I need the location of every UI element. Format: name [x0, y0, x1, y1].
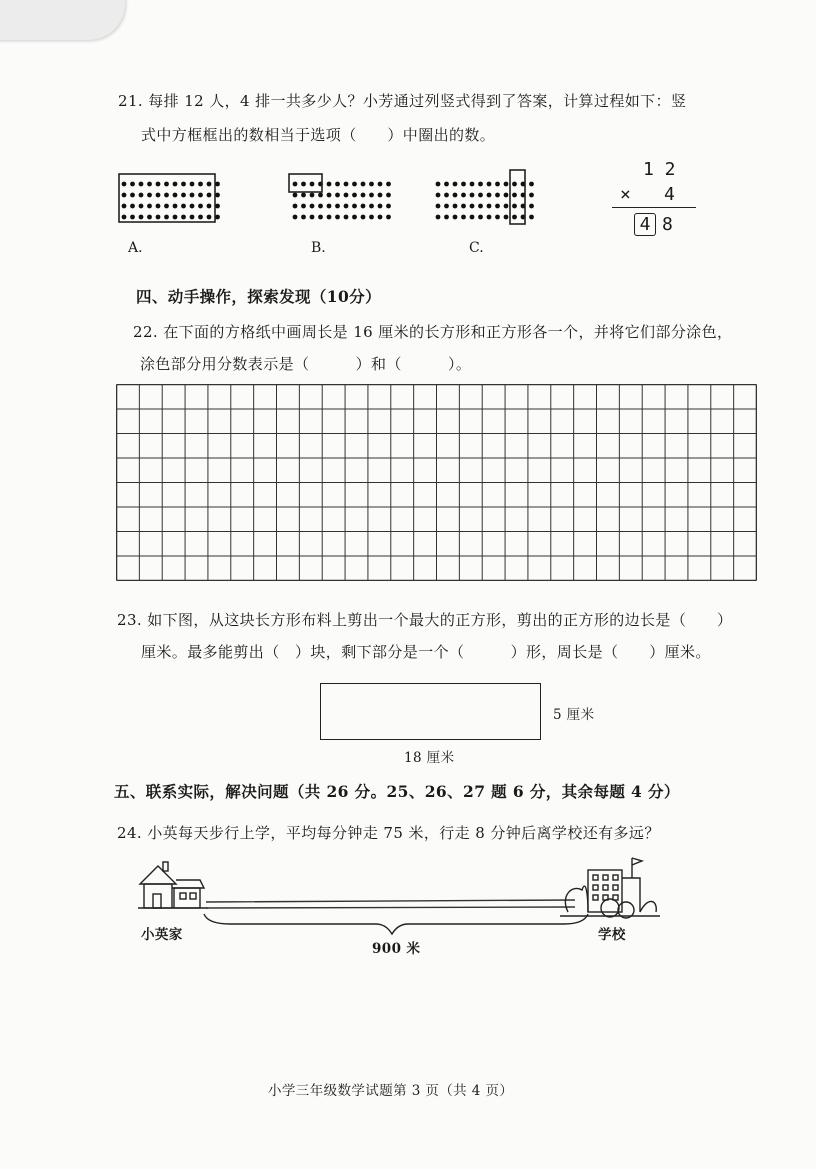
- dot: [327, 182, 332, 187]
- dot: [301, 193, 306, 198]
- dot: [310, 182, 315, 187]
- dot: [436, 215, 441, 220]
- dot: [198, 193, 203, 198]
- dot: [139, 193, 144, 198]
- option-b-dot-array: [293, 182, 391, 220]
- dot: [478, 204, 483, 209]
- dot: [444, 182, 449, 187]
- width-label: 18 厘米: [404, 750, 455, 766]
- dot: [130, 204, 135, 209]
- dot: [444, 193, 449, 198]
- dot: [504, 204, 509, 209]
- dot: [207, 215, 212, 220]
- dot: [470, 215, 475, 220]
- option-a-label: A.: [128, 240, 143, 256]
- dot: [470, 182, 475, 187]
- dot: [293, 182, 298, 187]
- dot: [327, 215, 332, 220]
- dot: [147, 193, 152, 198]
- dot: [436, 193, 441, 198]
- road: [206, 900, 575, 908]
- dot: [461, 182, 466, 187]
- dot: [164, 215, 169, 220]
- dot: [495, 215, 500, 220]
- q24-line1: 24. 小英每天步行上学，平均每分钟走 75 米，行走 8 分钟后离学校还有多远？: [117, 824, 660, 842]
- dot: [378, 204, 383, 209]
- distance-label: 900 米: [372, 941, 421, 957]
- dot: [198, 215, 203, 220]
- cloth-rectangle: [320, 683, 541, 740]
- dot: [512, 182, 517, 187]
- calc-result-digit: 8: [662, 214, 673, 235]
- dot: [512, 215, 517, 220]
- route-diagram: [120, 850, 680, 950]
- dot: [352, 215, 357, 220]
- dot: [164, 204, 169, 209]
- q22-line1: 22. 在下面的方格纸中画周长是 16 厘米的长方形和正方形各一个，并将它们部分涂色，: [133, 323, 733, 341]
- height-label: 5 厘米: [553, 707, 595, 723]
- dot: [478, 182, 483, 187]
- dot: [293, 204, 298, 209]
- q23-line1: 23. 如下图，从这块长方形布料上剪出一个最大的正方形，剪出的正方形的边长是（ ）: [117, 611, 733, 629]
- option-b-label: B.: [311, 240, 326, 256]
- dot: [386, 215, 391, 220]
- dot: [139, 182, 144, 187]
- dot: [386, 193, 391, 198]
- calc-rule: [612, 207, 696, 208]
- dot: [344, 193, 349, 198]
- q23-line2: 厘米。最多能剪出（ ）块，剩下部分是一个（ ）形，周长是（ ）厘米。: [141, 643, 711, 661]
- section5-title: 五、联系实际，解决问题（共 26 分。25、26、27 题 6 分，其余每题 4 分）: [114, 782, 680, 801]
- home-label: 小英家: [141, 927, 183, 943]
- dot: [327, 193, 332, 198]
- dot: [378, 182, 383, 187]
- dot: [181, 182, 186, 187]
- dot: [164, 193, 169, 198]
- dot: [461, 215, 466, 220]
- dot: [130, 193, 135, 198]
- dot: [352, 182, 357, 187]
- dot: [207, 204, 212, 209]
- calc-times-sign: ×: [620, 184, 631, 205]
- dot: [378, 215, 383, 220]
- dot: [361, 215, 366, 220]
- dot: [369, 193, 374, 198]
- dot: [352, 204, 357, 209]
- dot: [344, 182, 349, 187]
- dot: [512, 204, 517, 209]
- dot: [130, 215, 135, 220]
- dot: [310, 193, 315, 198]
- dot: [478, 193, 483, 198]
- dot: [529, 215, 534, 220]
- dot: [181, 204, 186, 209]
- dot: [529, 193, 534, 198]
- dot: [310, 215, 315, 220]
- house-icon: [138, 862, 208, 908]
- dot: [156, 193, 161, 198]
- option-c-dot-array: [436, 182, 534, 220]
- dot: [318, 193, 323, 198]
- dot: [470, 193, 475, 198]
- calc-boxed-digit: 4: [634, 213, 656, 236]
- dot: [122, 193, 127, 198]
- dot: [487, 215, 492, 220]
- dot: [487, 193, 492, 198]
- dot: [318, 215, 323, 220]
- dot: [147, 204, 152, 209]
- dot: [344, 204, 349, 209]
- dot: [122, 204, 127, 209]
- dot: [122, 182, 127, 187]
- dot: [344, 215, 349, 220]
- dot: [495, 193, 500, 198]
- dot: [335, 193, 340, 198]
- dot: [139, 204, 144, 209]
- dot: [156, 204, 161, 209]
- dot: [436, 182, 441, 187]
- option-c-label: C.: [469, 240, 484, 256]
- dot: [461, 204, 466, 209]
- dot: [147, 215, 152, 220]
- dot: [198, 204, 203, 209]
- dot: [181, 193, 186, 198]
- dot: [156, 182, 161, 187]
- dot: [327, 204, 332, 209]
- dot: [122, 215, 127, 220]
- dot: [444, 215, 449, 220]
- dot: [529, 182, 534, 187]
- dot: [173, 215, 178, 220]
- dot: [335, 215, 340, 220]
- dot: [215, 193, 220, 198]
- dot: [190, 193, 195, 198]
- dot: [495, 182, 500, 187]
- dot: [386, 182, 391, 187]
- dot: [130, 182, 135, 187]
- dot: [335, 182, 340, 187]
- dot: [461, 193, 466, 198]
- dot: [207, 193, 212, 198]
- dot: [190, 204, 195, 209]
- dot: [164, 182, 169, 187]
- dot: [198, 182, 203, 187]
- dot: [504, 182, 509, 187]
- dot: [352, 193, 357, 198]
- q21-line2: 式中方框框出的数相当于选项（ ）中圈出的数。: [141, 126, 496, 144]
- dot: [310, 204, 315, 209]
- page-footer: 小学三年级数学试题第 3 页（共 4 页）: [268, 1083, 514, 1099]
- dot: [470, 204, 475, 209]
- dot: [173, 204, 178, 209]
- school-label: 学校: [598, 927, 626, 943]
- dot: [147, 182, 152, 187]
- dot: [369, 182, 374, 187]
- dot: [487, 204, 492, 209]
- dot: [361, 182, 366, 187]
- q21-dot-arrays: [0, 0, 816, 240]
- dot: [139, 215, 144, 220]
- dot: [190, 215, 195, 220]
- dot: [301, 182, 306, 187]
- dot: [293, 193, 298, 198]
- q21-line1: 21. 每排 12 人，4 排一共多少人？小芳通过列竖式得到了答案，计算过程如下：竖: [118, 92, 687, 110]
- dot: [436, 204, 441, 209]
- dot: [215, 215, 220, 220]
- dot: [293, 215, 298, 220]
- square-grid-paper[interactable]: [116, 384, 757, 581]
- dot: [318, 204, 323, 209]
- dot: [361, 204, 366, 209]
- q22-line2: 涂色部分用分数表示是（ ）和（ ）。: [140, 355, 472, 373]
- calc-top-number: 1 2: [643, 159, 676, 180]
- dot: [529, 204, 534, 209]
- dot: [301, 215, 306, 220]
- dot: [478, 215, 483, 220]
- calc-multiplier: 4: [664, 184, 675, 205]
- dot: [173, 182, 178, 187]
- dot: [369, 204, 374, 209]
- dot: [215, 182, 220, 187]
- distance-brace: [204, 914, 588, 934]
- dot: [156, 215, 161, 220]
- dot: [335, 204, 340, 209]
- dot: [190, 182, 195, 187]
- dot: [444, 204, 449, 209]
- dot: [378, 193, 383, 198]
- dot: [361, 193, 366, 198]
- dot: [173, 193, 178, 198]
- dot: [512, 193, 517, 198]
- dot: [453, 182, 458, 187]
- section4-title: 四、动手操作，探索发现（10分）: [136, 287, 381, 306]
- dot: [207, 182, 212, 187]
- dot: [453, 193, 458, 198]
- dot: [386, 204, 391, 209]
- dot: [215, 204, 220, 209]
- dot: [504, 215, 509, 220]
- dot: [369, 215, 374, 220]
- dot: [453, 215, 458, 220]
- dot: [504, 193, 509, 198]
- dot: [301, 204, 306, 209]
- dot: [487, 182, 492, 187]
- dot: [495, 204, 500, 209]
- dot: [181, 215, 186, 220]
- school-icon: [560, 858, 660, 918]
- dot: [453, 204, 458, 209]
- option-a-dot-array: [122, 182, 220, 220]
